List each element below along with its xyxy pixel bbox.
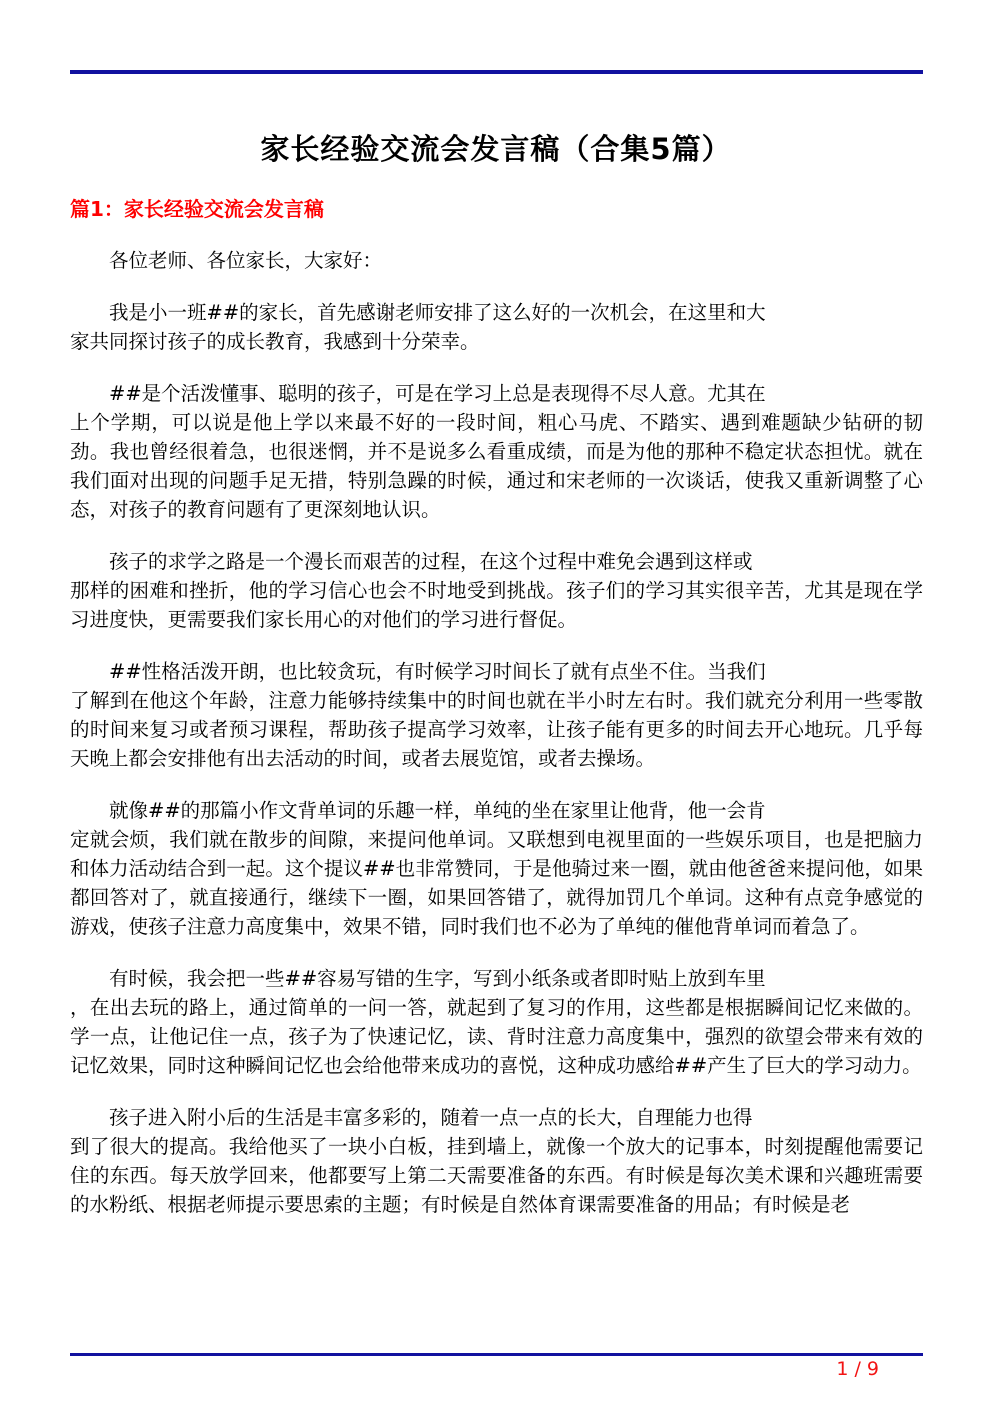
paragraph-lead-line: ##性格活泼开朗，也比较贪玩，有时候学习时间长了就有点坐不住。当我们 bbox=[109, 660, 766, 683]
paragraph-lead-line: ##是个活泼懂事、聪明的孩子，可是在学习上总是表现得不尽人意。尤其在 bbox=[109, 382, 766, 405]
paragraph-text: 家共同探讨孩子的成长教育，我感到十分荣幸。 bbox=[70, 330, 480, 353]
paragraph bbox=[70, 246, 923, 275]
paragraph-text: ，在出去玩的路上，通过简单的一问一答，就起到了复习的作用，这些都是根据瞬间记忆来做的。学一点，让他记住一点，孩子为了快速记忆，读、背时注意力高度集中，强烈的欲望会带来有效的记忆效果，同时这种瞬间记忆也会给他带来成功的喜悦，这种成功感给##产生了巨大的学习动力。 bbox=[70, 996, 923, 1077]
paragraph-lead-line: 我是小一班##的家长，首先感谢老师安排了这么好的一次机会，在这里和大 bbox=[109, 301, 766, 324]
paragraph-lead-line: 孩子的求学之路是一个漫长而艰苦的过程，在这个过程中难免会遇到这样或 bbox=[109, 550, 753, 573]
paragraph-lead-line: 就像##的那篇小作文背单词的乐趣一样，单纯的坐在家里让他背，他一会肯 bbox=[109, 799, 766, 822]
section-heading: 篇1：家长经验交流会发言稿 bbox=[70, 197, 324, 221]
document-body bbox=[70, 246, 923, 1219]
header-rule bbox=[70, 70, 923, 74]
paragraph-text: 到了很大的提高。我给他买了一块小白板，挂到墙上，就像一个放大的记事本，时刻提醒他需要记住的东西。每天放学回来，他都要写上第二天需要准备的东西。有时候是每次美术课和兴趣班需要的水粉纸、根据老师提示要思索的主题；有时候是自然体育课需要准备的用品；有时候是老 bbox=[70, 1135, 923, 1216]
paragraph-lead-line: 孩子进入附小后的生活是丰富多彩的，随着一点一点的长大，自理能力也得 bbox=[109, 1106, 753, 1129]
paragraph bbox=[70, 547, 923, 634]
paragraph-lead-line: 各位老师、各位家长，大家好： bbox=[109, 249, 383, 272]
paragraph-text: 上个学期，可以说是他上学以来最不好的一段时间，粗心马虎、不踏实、遇到难题缺少钻研的韧劲。我也曾经很着急，也很迷惘，并不是说多么看重成绩，而是为他的那种不稳定状态担忧。就在我们面对出现的问题手足无措，特别急躁的时候，通过和宋老师的一次谈话，使我又重新调整了心态，对孩子的教育问题有了更深刻地认识。 bbox=[70, 411, 923, 521]
paragraph-text: 了解到在他这个年龄，注意力能够持续集中的时间也就在半小时左右时。我们就充分利用一些零散的时间来复习或者预习课程，帮助孩子提高学习效率，让孩子能有更多的时间去开心地玩。几乎每天晚上都会安排他有出去活动的时间，或者去展览馆，或者去操场。 bbox=[70, 689, 923, 770]
paragraph bbox=[70, 657, 923, 773]
paragraph-lead-line: 有时候，我会把一些##容易写错的生字，写到小纸条或者即时贴上放到车里 bbox=[109, 967, 766, 990]
paragraph bbox=[70, 298, 923, 356]
document-title: 家长经验交流会发言稿（合集5篇） bbox=[260, 132, 732, 166]
paragraph-text: 定就会烦，我们就在散步的间隙，来提问他单词。又联想到电视里面的一些娱乐项目，也是把脑力和体力活动结合到一起。这个提议##也非常赞同，于是他骑过来一圈，就由他爸爸来提问他，如果都回答对了，就直接通行，继续下一圈，如果回答错了，就得加罚几个单词。这种有点竞争感觉的游戏，使孩子注意力高度集中，效果不错，同时我们也不必为了单纯的催他背单词而着急了。 bbox=[70, 828, 923, 938]
paragraph-text: 那样的困难和挫折，他的学习信心也会不时地受到挑战。孩子们的学习其实很辛苦，尤其是现在学习进度快，更需要我们家长用心的对他们的学习进行督促。 bbox=[70, 579, 923, 631]
footer-rule bbox=[70, 1353, 923, 1356]
paragraph bbox=[70, 796, 923, 941]
paragraph bbox=[70, 1103, 923, 1219]
paragraph bbox=[70, 964, 923, 1080]
page-number: 1 / 9 bbox=[836, 1358, 879, 1380]
paragraph bbox=[70, 379, 923, 524]
